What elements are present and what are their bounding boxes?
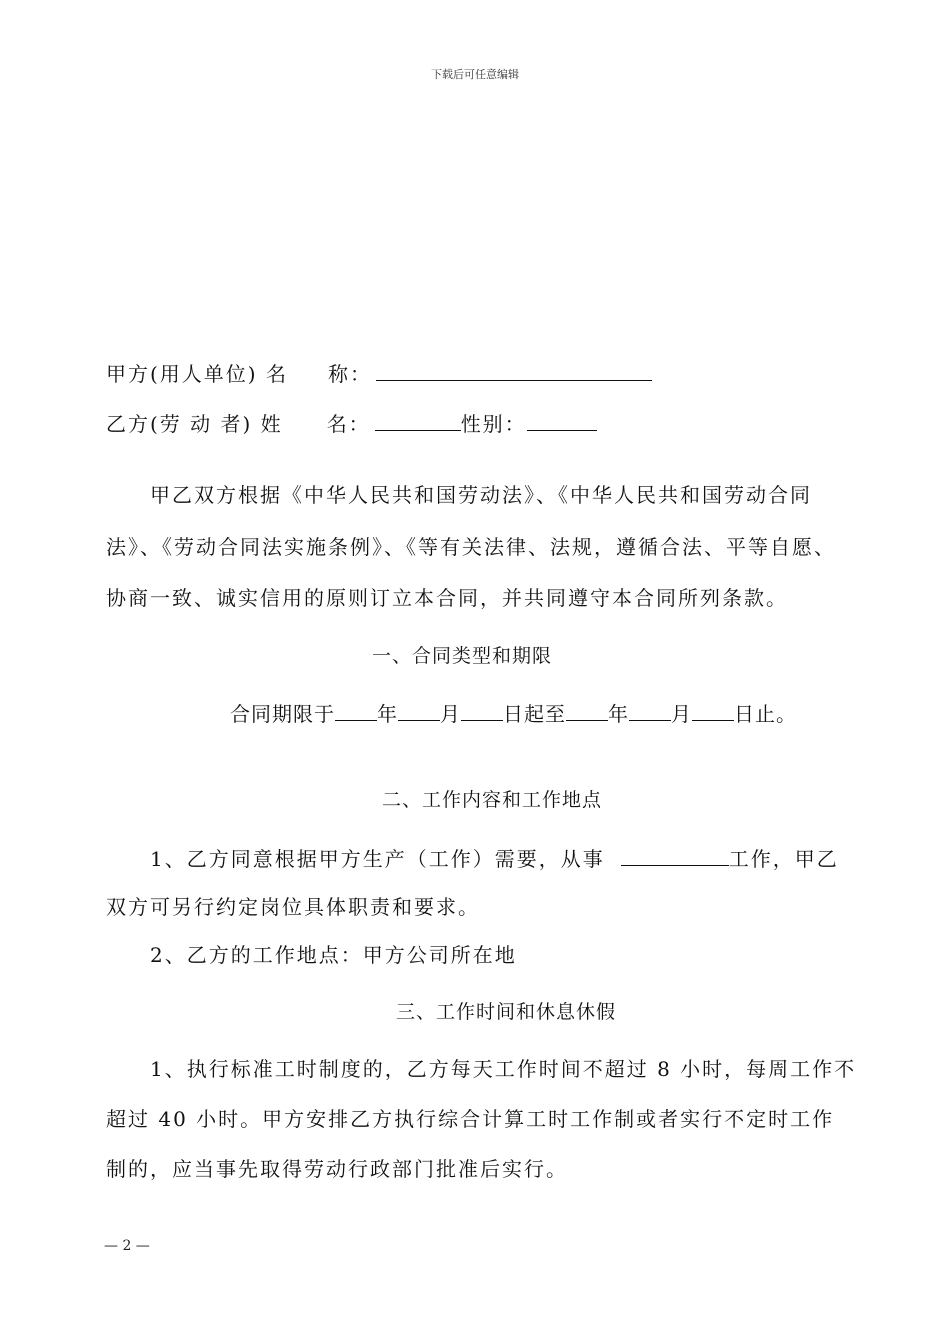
job-title-blank[interactable] — [621, 845, 729, 866]
party-b-label: 乙方(劳 动 者) 姓 — [106, 412, 283, 436]
gender-label: 性别： — [460, 412, 527, 436]
end-month-blank[interactable] — [629, 700, 671, 721]
preamble-line-2: 法》、《劳动合同法实施条例》、《等有关法律、法规，遵循合法、平等自愿、 — [106, 535, 836, 559]
end-day-blank[interactable] — [692, 700, 734, 721]
end-year-label: 年 — [608, 702, 629, 726]
gender-blank[interactable] — [527, 410, 597, 431]
start-year-blank[interactable] — [335, 700, 377, 721]
section-2-item-1-line-2: 双方可另行约定岗位具体职责和要求。 — [106, 895, 480, 919]
end-month-label: 月 — [671, 702, 692, 726]
preamble-line-3: 协商一致、诚实信用的原则订立本合同，并共同遵守本合同所列条款。 — [106, 586, 788, 610]
page-number: — 2 — — [104, 1238, 150, 1254]
section-3-item-1-line-1: 1、执行标准工时制度的，乙方每天工作时间不超过 8 小时，每周工作不 — [150, 1057, 857, 1081]
contract-term-line — [230, 700, 797, 726]
start-day-blank[interactable] — [461, 700, 503, 721]
party-b-name-suffix: 名： — [326, 412, 371, 436]
party-b-name-blank[interactable] — [375, 410, 461, 431]
section-2-item-2: 2、乙方的工作地点：甲方公司所在地 — [150, 943, 517, 967]
section-3-title: 三、工作时间和休息休假 — [396, 1001, 617, 1023]
party-a-label: 甲方(用人单位) 名 — [106, 362, 288, 386]
end-day-label: 日止。 — [734, 702, 797, 726]
start-month-label: 月 — [440, 702, 461, 726]
start-year-label: 年 — [377, 702, 398, 726]
page-header-note: 下载后可任意编辑 — [431, 68, 519, 81]
item-1-part-1: 1、乙方同意根据甲方生产（工作）需要，从事 — [150, 847, 605, 871]
end-year-blank[interactable] — [566, 700, 608, 721]
start-day-label: 日起至 — [503, 702, 566, 726]
preamble-line-1: 甲乙双方根据《中华人民共和国劳动法》、《中华人民共和国劳动合同 — [150, 483, 812, 507]
party-a-name-blank[interactable] — [376, 360, 652, 381]
start-month-blank[interactable] — [398, 700, 440, 721]
section-3-item-1-line-2: 超过 40 小时。甲方安排乙方执行综合计算工时工作制或者实行不定时工作 — [106, 1107, 835, 1131]
party-a-name-suffix: 称： — [327, 362, 372, 386]
section-2-title: 二、工作内容和工作地点 — [382, 789, 603, 811]
section-1-title: 一、合同类型和期限 — [372, 645, 553, 667]
section-3-item-1-line-3: 制的，应当事先取得劳动行政部门批准后实行。 — [106, 1157, 568, 1181]
party-b-line — [106, 410, 597, 436]
item-1-part-2: 工作，甲乙 — [728, 847, 839, 871]
section-2-item-1-line-1 — [150, 845, 839, 871]
term-prefix: 合同期限于 — [230, 702, 335, 726]
party-a-line — [106, 360, 652, 386]
